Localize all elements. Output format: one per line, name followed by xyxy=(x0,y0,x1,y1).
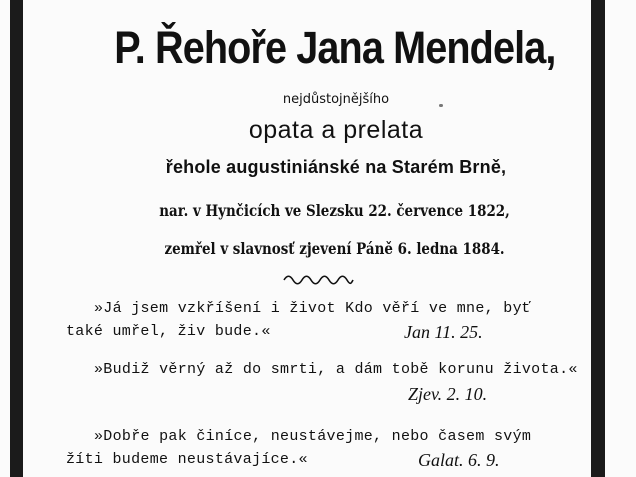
quote-3-reference: Galat. 6. 9. xyxy=(418,450,500,470)
quote-3-line-1: »Dobře pak činíce, neustávejme, nebo časem svým xyxy=(94,428,532,445)
quote-3-line-2: žíti budeme neustávajíce.« xyxy=(66,451,308,468)
quote-2-reference: Zjev. 2. 10. xyxy=(408,384,488,404)
card-subtitle: nejdůstojnějšího xyxy=(282,92,390,107)
card-title: P. Řehoře Jana Mendela, xyxy=(114,22,556,73)
ink-speck xyxy=(439,104,443,107)
wavy-line-ornament-icon xyxy=(282,272,354,288)
birth-statement: nar. v Hynčicích ve Slezsku 22. července 1822, xyxy=(159,201,510,220)
religious-order: řehole augustiniánské na Starém Brně, xyxy=(165,157,507,177)
quote-1-reference: Jan 11. 25. xyxy=(404,322,483,342)
office-title: opata a prelata xyxy=(248,116,424,144)
death-statement: zemřel v slavnosť zjevení Páně 6. ledna 1884. xyxy=(164,239,505,258)
quote-1-line-1: »Já jsem vzkříšení i život Kdo věří ve mne, byť xyxy=(94,300,532,317)
quote-1-line-2: také umřel, živ bude.« xyxy=(66,323,271,340)
left-mourning-border xyxy=(10,0,23,477)
quote-2-line-1: »Budiž věrný až do smrti, a dám tobě korunu života.« xyxy=(94,361,578,378)
